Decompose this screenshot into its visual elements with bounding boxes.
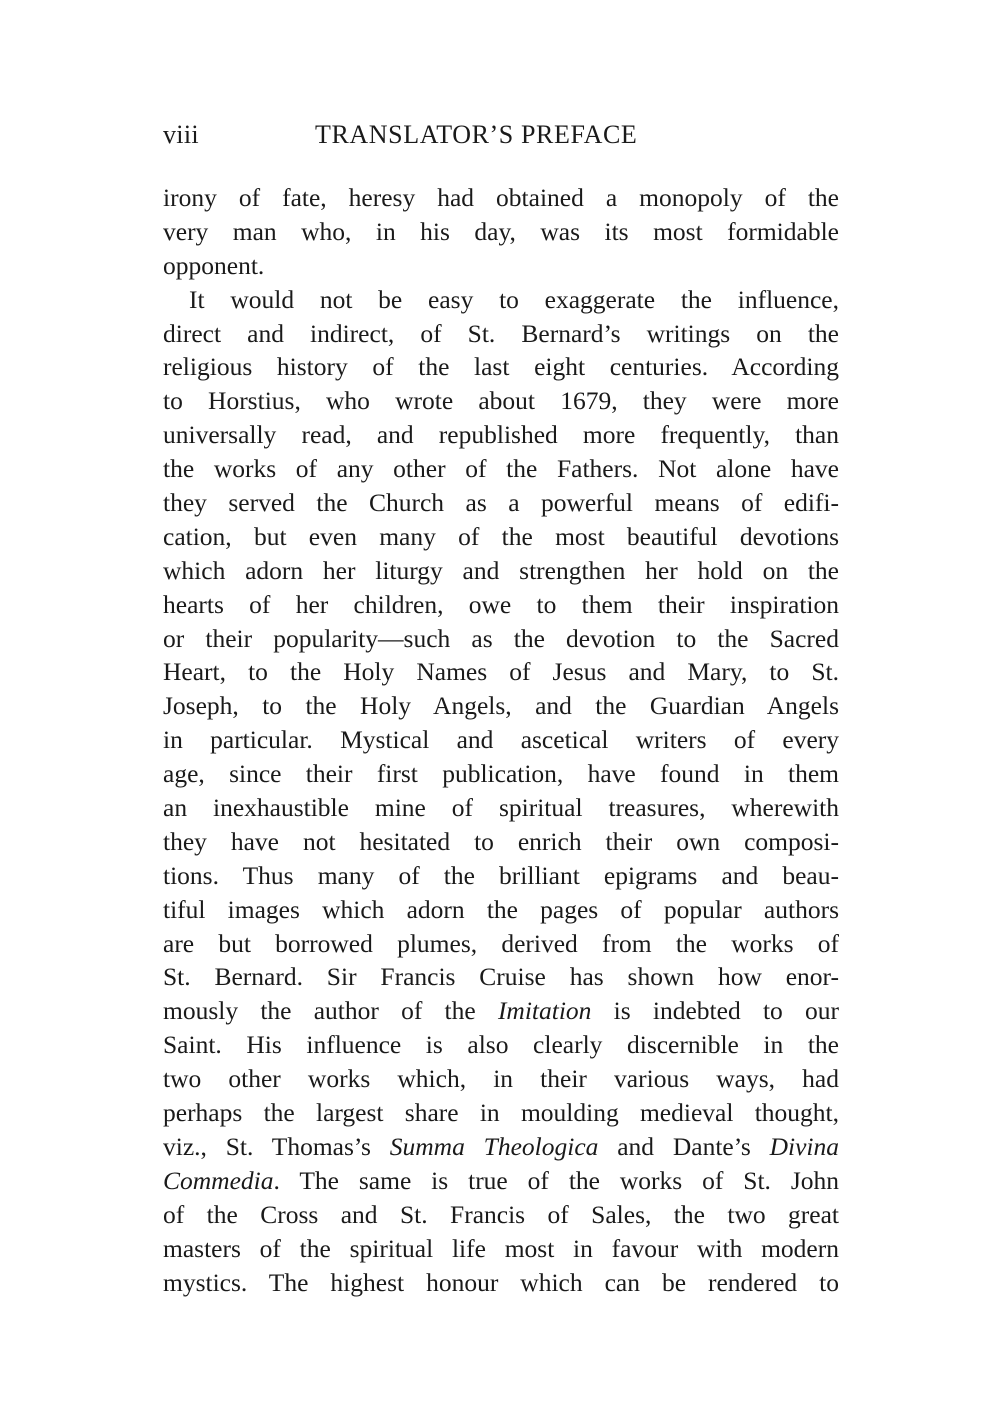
text-segment: age, since their first publication, have found in them [163, 759, 839, 789]
text-segment: universally read, and republished more frequently, than [163, 420, 839, 450]
text-segment: viz., St. Thomas’s [163, 1131, 390, 1161]
text-line [163, 960, 839, 994]
text-line [163, 825, 839, 859]
text-segment: they served the Church as a powerful means of edifi- [163, 488, 839, 518]
text-segment: of the Cross and St. Francis of Sales, the two great [163, 1199, 839, 1229]
italic-title: Summa Theologica [389, 1131, 599, 1161]
text-line [163, 554, 839, 588]
text-line [163, 689, 839, 723]
text-line [163, 1062, 839, 1096]
text-segment: two other works which, in their various ways, had [163, 1064, 839, 1094]
italic-title: Divina [769, 1131, 839, 1161]
text-segment: mously the author of the [163, 996, 498, 1026]
text-line [163, 1130, 839, 1164]
text-line [163, 723, 839, 757]
text-segment: opponent. [163, 250, 265, 280]
text-line [163, 1198, 839, 1232]
text-line [163, 893, 839, 927]
italic-title: Commedia [163, 1165, 274, 1195]
text-line [163, 588, 839, 622]
text-segment: tiful images which adorn the pages of popular authors [163, 894, 839, 924]
text-line [163, 1232, 839, 1266]
text-segment: It would not be easy to exaggerate the influence, [189, 284, 839, 314]
text-line [163, 1096, 839, 1130]
text-line [163, 655, 839, 689]
text-segment: or their popularity—such as the devotion to the Sacred [163, 623, 839, 653]
text-line [163, 1164, 839, 1198]
text-segment: very man who, in his day, was its most formidable [163, 216, 839, 246]
text-line [163, 1266, 839, 1300]
running-head [163, 117, 839, 153]
text-line [163, 791, 839, 825]
text-segment: Saint. His influence is also clearly discernible in the [163, 1030, 839, 1060]
text-segment: and Dante’s [598, 1131, 770, 1161]
text-line [163, 384, 839, 418]
text-segment: are but borrowed plumes, derived from the works of [163, 928, 839, 958]
text-segment: irony of fate, heresy had obtained a monopoly of the [163, 183, 839, 212]
text-line [163, 249, 839, 283]
text-segment: St. Bernard. Sir Francis Cruise has shown how enor- [163, 962, 839, 992]
page-number: viii [163, 120, 199, 149]
text-line [163, 757, 839, 791]
running-title: TRANSLATOR’S PREFACE [315, 120, 638, 149]
text-segment: mystics. The highest honour which can be rendered to [163, 1267, 839, 1297]
text-line [163, 622, 839, 656]
text-segment: they have not hesitated to enrich their own composi- [163, 826, 839, 856]
text-line [163, 418, 839, 452]
text-segment: religious history of the last eight centuries. According [163, 352, 839, 382]
text-line [163, 452, 839, 486]
text-segment: an inexhaustible mine of spiritual treasures, wherewith [163, 793, 839, 823]
text-line [163, 994, 839, 1028]
text-segment: hearts of her children, owe to them their inspiration [163, 589, 839, 619]
text-segment: which adorn her liturgy and strengthen her hold on the [163, 555, 839, 585]
text-segment: tions. Thus many of the brilliant epigrams and beau- [163, 860, 839, 890]
text-line [163, 486, 839, 520]
text-line [163, 927, 839, 961]
text-segment: direct and indirect, of St. Bernard’s writings on the [163, 318, 839, 348]
text-segment: Heart, to the Holy Names of Jesus and Mary, to St. [163, 657, 839, 687]
text-line [163, 181, 839, 215]
text-segment: to Horstius, who wrote about 1679, they were more [163, 386, 839, 416]
text-segment: . The same is true of the works of St. John [273, 1165, 839, 1195]
text-segment: perhaps the largest share in moulding medieval thought, [163, 1098, 839, 1128]
italic-title: Imitation [497, 996, 592, 1026]
text-segment: is indebted to our [591, 996, 839, 1026]
text-segment: Joseph, to the Holy Angels, and the Guardian Angels [163, 691, 839, 721]
text-line [163, 350, 839, 384]
text-segment: in particular. Mystical and ascetical writers of every [163, 725, 839, 755]
body-text [163, 181, 839, 1299]
text-line [163, 520, 839, 554]
text-line [163, 859, 839, 893]
text-segment: masters of the spiritual life most in favour with modern [163, 1233, 839, 1263]
text-segment: cation, but even many of the most beautiful devotions [163, 521, 839, 551]
text-line [163, 283, 839, 317]
text-line [163, 1028, 839, 1062]
text-line [163, 317, 839, 351]
text-segment: the works of any other of the Fathers. Not alone have [163, 454, 839, 484]
text-line [163, 215, 839, 249]
